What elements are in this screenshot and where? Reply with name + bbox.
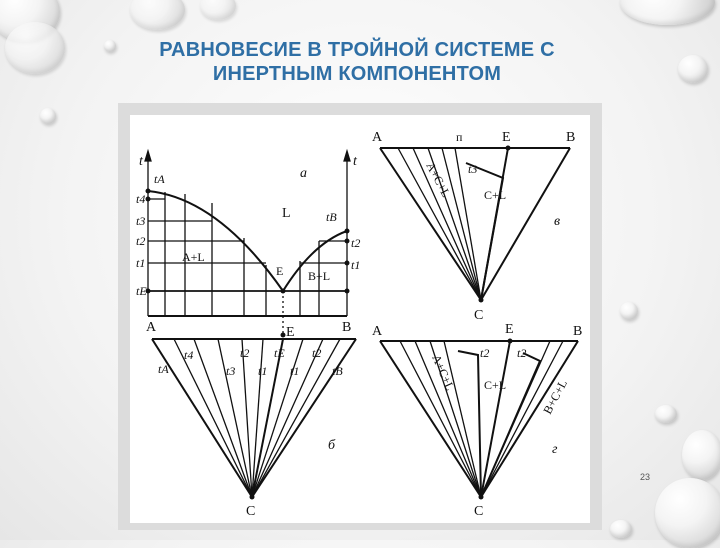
- water-drop-decoration: [620, 0, 715, 25]
- t2-right-point-marker: [345, 239, 350, 244]
- water-drop-decoration: [5, 22, 65, 74]
- panel-a-label: а: [300, 166, 307, 181]
- isotherm-t2-left-label-g: t2: [480, 346, 490, 360]
- vertex-C-marker-g: [479, 495, 484, 500]
- panel-g-label: г: [552, 442, 558, 457]
- eutectic-label-g: E: [505, 322, 514, 337]
- panel-b-label: б: [328, 438, 336, 453]
- tE-right-point-marker: [345, 289, 350, 294]
- top-mark-v: п: [456, 130, 463, 144]
- label-tA: tA: [154, 172, 165, 186]
- melting-point-A-marker: [146, 189, 151, 194]
- phase-diagram-figure: [118, 103, 602, 530]
- label-t1: t1: [136, 256, 146, 270]
- label-t3: t3: [136, 214, 146, 228]
- phase-diagram-svg: [118, 103, 602, 530]
- eutectic-point-marker: [281, 289, 286, 294]
- slide-title-line1: РАВНОВЕСИЕ В ТРОЙНОЙ СИСТЕМЕ С: [159, 39, 555, 61]
- isotherm-label-b: t2: [312, 346, 322, 360]
- region-C-L-label-v: C+L: [484, 188, 507, 202]
- isotherm-label-b: t1: [290, 364, 300, 378]
- label-t4: t4: [136, 192, 146, 206]
- eutectic-label-v: E: [502, 130, 511, 145]
- water-drop-decoration: [678, 55, 708, 83]
- region-B-L-label: B+L: [308, 269, 331, 283]
- panel-v-label: в: [554, 214, 561, 229]
- t4-point-marker: [146, 197, 151, 202]
- isotherm-label-b: t4: [184, 348, 194, 362]
- vertex-B-label-g: B: [573, 324, 583, 339]
- vertex-A-label-g: A: [372, 324, 383, 339]
- vertex-B-label-v: B: [566, 130, 576, 145]
- liquid-region-label: L: [282, 206, 291, 221]
- region-A-C-L-label-v: A+C+L: [423, 159, 454, 200]
- vertex-A-label-v: A: [372, 130, 383, 145]
- isotherm-label-b: tE: [274, 346, 285, 360]
- vertex-C-marker-v: [479, 298, 484, 303]
- isotherm-t2-right-label-g: t2: [517, 346, 527, 360]
- region-A-L-label: A+L: [182, 250, 205, 264]
- isotherm-label-b: t3: [226, 364, 236, 378]
- left-axis-label: t: [139, 154, 143, 169]
- label-tE: tE: [136, 284, 147, 298]
- vertex-C-marker-b: [250, 495, 255, 500]
- eutectic-projection-marker: [281, 333, 286, 338]
- vertex-A-label-a: A: [146, 320, 157, 335]
- isotherm-label-b: t1: [258, 364, 268, 378]
- eutectic-label: E: [276, 264, 284, 278]
- t1-right-point-marker: [345, 261, 350, 266]
- slide-title-line2: ИНЕРТНЫМ КОМПОНЕНТОМ: [212, 63, 502, 85]
- label-t2: t2: [136, 234, 146, 248]
- water-drop-decoration: [655, 405, 677, 423]
- vertex-B-label-a: B: [342, 320, 352, 335]
- water-drop-decoration: [655, 478, 720, 548]
- water-drop-decoration: [610, 520, 632, 538]
- slide-number: 23: [640, 472, 651, 482]
- water-drop-decoration: [200, 0, 236, 20]
- region-B-C-L-label-g: B+C+L: [540, 377, 570, 417]
- isotherm-label-b: t2: [240, 346, 250, 360]
- eutectic-marker-g: [508, 339, 513, 344]
- vertex-C-label-g: C: [474, 504, 484, 519]
- figure-paper: [130, 115, 590, 523]
- label-t2-right: t2: [351, 236, 361, 250]
- isotherm-t3-label-v: t3: [468, 162, 478, 176]
- region-C-L-label-g: C+L: [484, 378, 507, 392]
- water-drop-decoration: [682, 430, 720, 480]
- water-drop-decoration: [130, 0, 185, 30]
- eutectic-mark-b: E: [286, 325, 295, 340]
- water-drop-decoration: [620, 302, 638, 320]
- isotherm-label-b: tB: [332, 364, 343, 378]
- vertex-C-label-b: C: [246, 504, 256, 519]
- isotherm-label-b: tA: [158, 362, 169, 376]
- label-tB: tB: [326, 210, 337, 224]
- region-A-C-L-label-g: A+C+L: [429, 352, 458, 393]
- right-axis-label: t: [353, 154, 357, 169]
- water-drop-decoration: [40, 108, 56, 124]
- slide-title: [112, 38, 602, 86]
- melting-point-B-marker: [345, 229, 350, 234]
- label-t1-right: t1: [351, 258, 361, 272]
- vertex-C-label-v: C: [474, 308, 484, 323]
- eutectic-marker-v: [506, 146, 511, 151]
